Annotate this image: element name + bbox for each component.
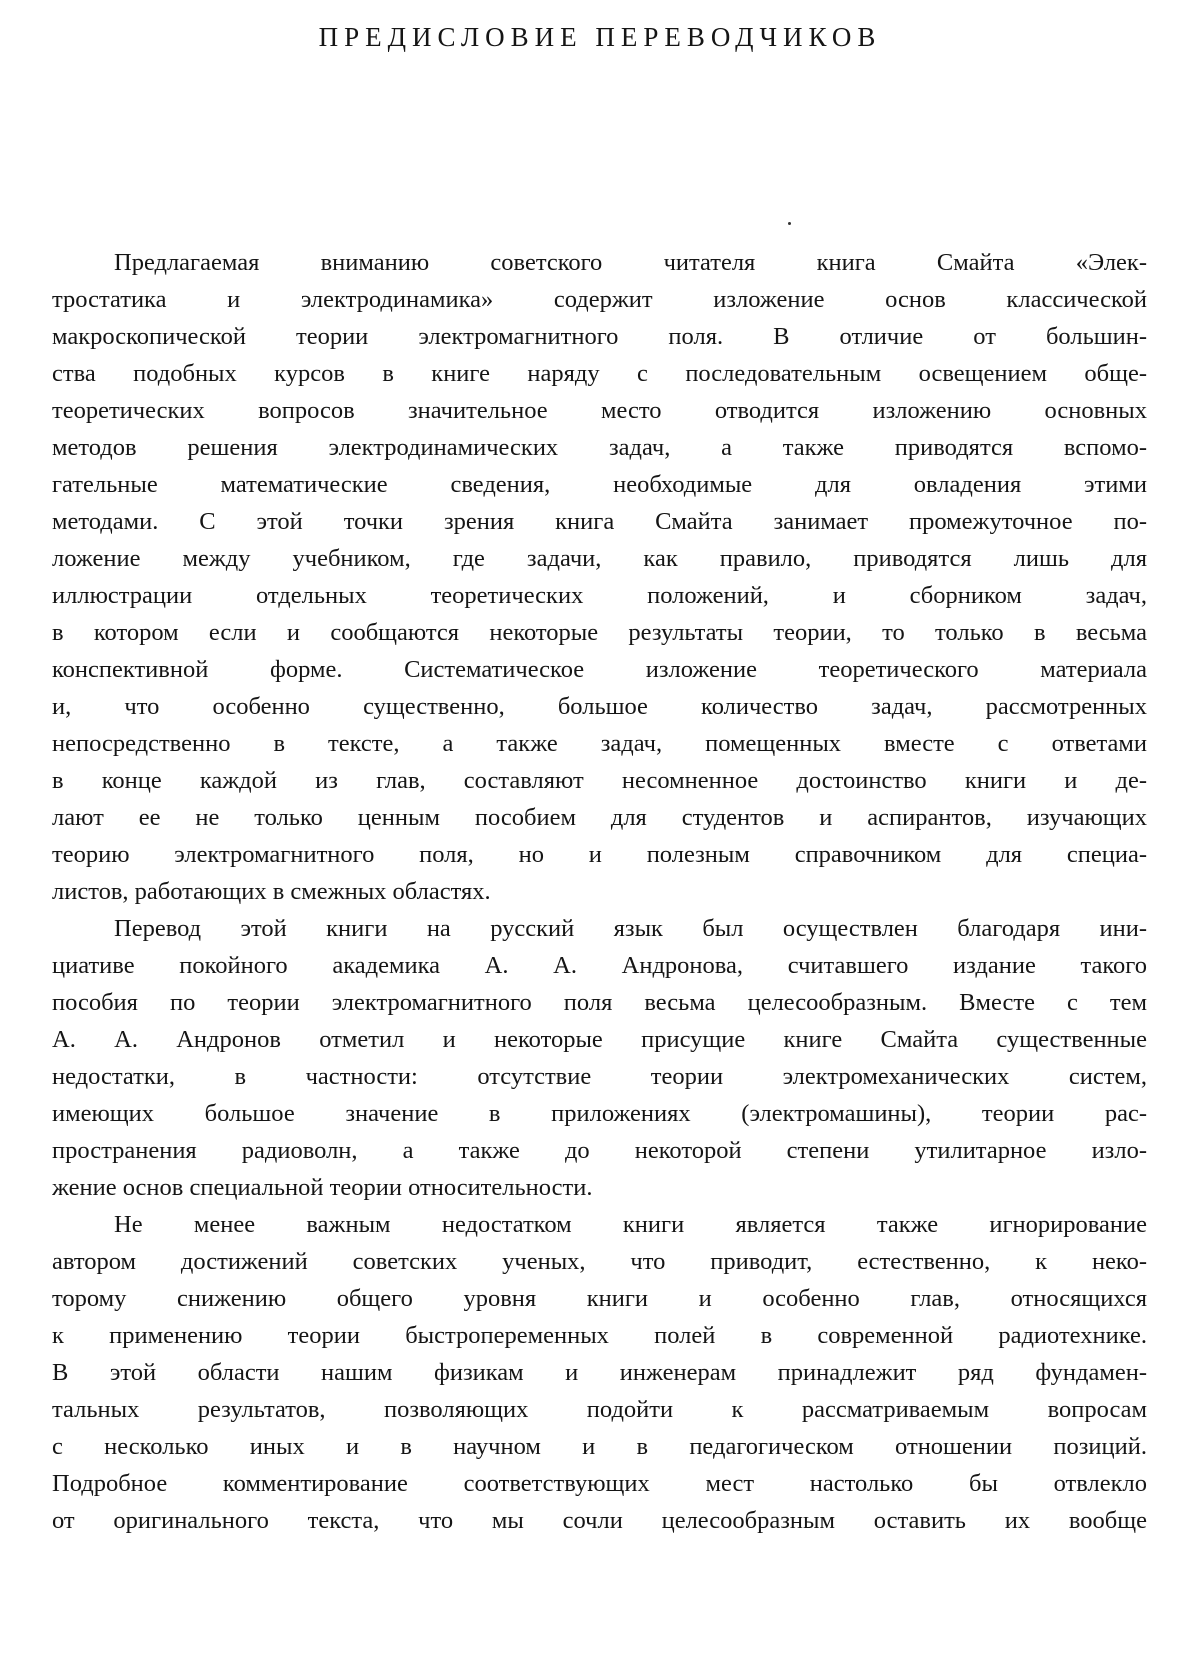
text-line: к применению теории быстропеременных полей в современной радиотехнике. — [52, 1322, 1147, 1349]
text-line: конспективной форме. Систематическое изложение теоретического материала — [52, 656, 1147, 683]
text-line: тальных результатов, позволяющих подойти к рассматриваемым вопросам — [52, 1396, 1147, 1423]
text-line: пособия по теории электромагнитного поля весьма целесообразным. Вместе с тем — [52, 989, 1147, 1016]
text-line: от оригинального текста, что мы сочли целесообразным оставить их вообще — [52, 1507, 1147, 1534]
document-body — [52, 244, 1147, 1539]
paragraph — [52, 1206, 1147, 1539]
text-line: Не менее важным недостатком книги является также игнорирование — [114, 1211, 1147, 1238]
paragraph — [52, 244, 1147, 910]
text-line: методами. С этой точки зрения книга Смайта занимает промежуточное по- — [52, 508, 1147, 535]
text-line: тростатика и электродинамика» содержит изложение основ классической — [52, 286, 1147, 313]
scan-speck — [788, 222, 791, 225]
text-line: и, что особенно существенно, большое количество задач, рассмотренных — [52, 693, 1147, 720]
text-line: Предлагаемая вниманию советского читателя книга Смайта «Элек- — [114, 249, 1147, 276]
text-line: Подробное комментирование соответствующих мест настолько бы отвлекло — [52, 1470, 1147, 1497]
text-line: с несколько иных и в научном и в педагогическом отношении позиций. — [52, 1433, 1147, 1460]
text-line: методов решения электродинамических задач, а также приводятся вспомо- — [52, 434, 1147, 461]
page-title: ПРЕДИСЛОВИЕ ПЕРЕВОДЧИКОВ — [318, 22, 882, 52]
text-line: в котором если и сообщаются некоторые результаты теории, то только в весьма — [52, 619, 1147, 646]
text-line: торому снижению общего уровня книги и особенно глав, относящихся — [52, 1285, 1147, 1312]
text-line: макроскопической теории электромагнитного поля. В отличие от большин- — [52, 323, 1147, 350]
text-line: циативе покойного академика А. А. Андронова, считавшего издание такого — [52, 952, 1147, 979]
text-line: автором достижений советских ученых, что приводит, естественно, к неко- — [52, 1248, 1147, 1275]
text-line: Перевод этой книги на русский язык был осуществлен благодаря ини- — [114, 915, 1147, 942]
text-line: лают ее не только ценным пособием для студентов и аспирантов, изучающих — [52, 804, 1147, 831]
text-line: А. А. Андронов отметил и некоторые присущие книге Смайта существенные — [52, 1026, 1147, 1053]
text-line: ства подобных курсов в книге наряду с последовательным освещением обще- — [52, 360, 1147, 387]
text-line: непосредственно в тексте, а также задач, помещенных вместе с ответами — [52, 730, 1147, 757]
text-line: ложение между учебником, где задачи, как правило, приводятся лишь для — [52, 545, 1147, 572]
text-line: недостатки, в частности: отсутствие теории электромеханических систем, — [52, 1063, 1147, 1090]
paragraph — [52, 910, 1147, 1206]
text-line: иллюстрации отдельных теоретических положений, и сборником задач, — [52, 582, 1147, 609]
text-line: листов, работающих в смежных областях. — [52, 878, 491, 905]
text-line: теоретических вопросов значительное место отводится изложению основных — [52, 397, 1147, 424]
text-line: гательные математические сведения, необходимые для овладения этими — [52, 471, 1147, 498]
text-line: жение основ специальной теории относительности. — [52, 1174, 593, 1201]
text-line: в конце каждой из глав, составляют несомненное достоинство книги и де- — [52, 767, 1147, 794]
text-line: В этой области нашим физикам и инженерам принадлежит ряд фундамен- — [52, 1359, 1147, 1386]
text-line: имеющих большое значение в приложениях (электромашины), теории рас- — [52, 1100, 1147, 1127]
text-line: теорию электромагнитного поля, но и полезным справочником для специа- — [52, 841, 1147, 868]
text-line: пространения радиоволн, а также до некоторой степени утилитарное изло- — [52, 1137, 1147, 1164]
